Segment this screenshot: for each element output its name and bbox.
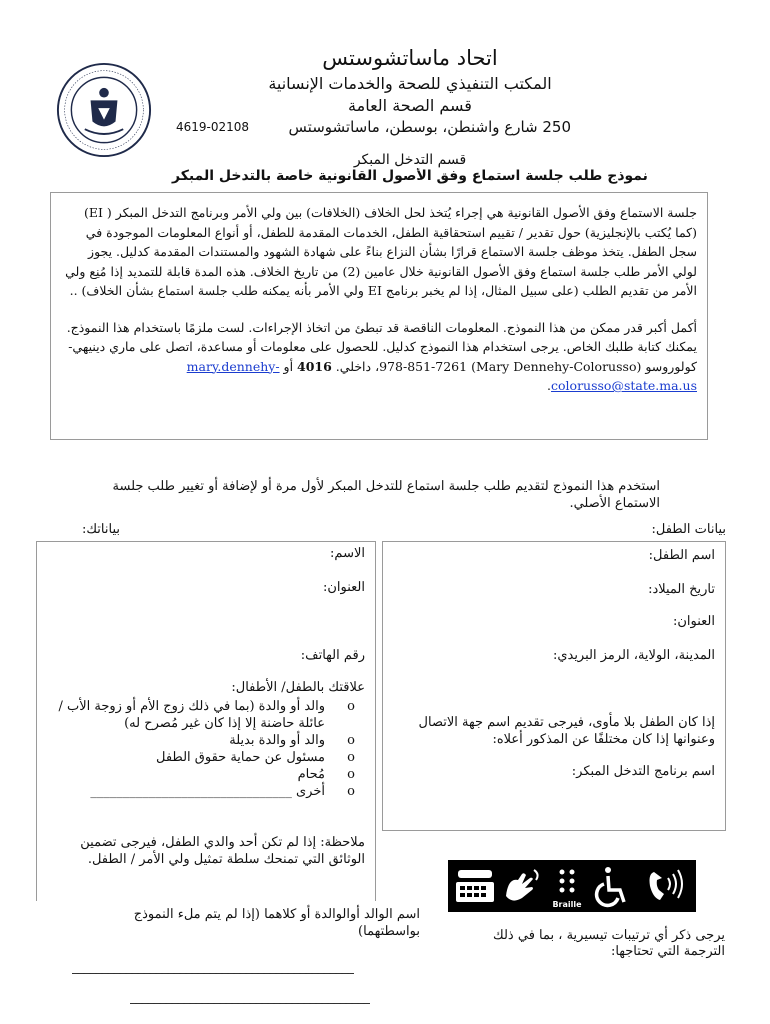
parent-name-field[interactable]: الاسم: xyxy=(330,546,365,561)
relationship-label: علاقتك بالطفل/ الأطفال: xyxy=(231,680,365,695)
accommodation-note: يرجى ذكر أي ترتيبات تيسيرية ، بما في ذلك الترجمة التي تحتاجها: xyxy=(493,928,725,959)
child-section-heading: بيانات الطفل: xyxy=(651,522,726,537)
parent-section-heading: بياناتك: xyxy=(81,522,120,537)
extension-number: 4016 xyxy=(297,358,332,374)
relationship-options xyxy=(47,698,355,800)
braille-icon xyxy=(560,870,575,893)
accessibility-icons xyxy=(448,860,696,912)
intro-box xyxy=(50,192,708,440)
usage-instruction: استخدم هذا النموذج لتقديم طلب جلسة استماع للتدخل المبكر لأول مرة أو لإضافة أو تغيير طلب جلسة الاستماع الأصلي. xyxy=(112,479,660,511)
zip-code: 4619-02108 xyxy=(176,120,250,134)
child-dob-field[interactable]: تاريخ الميلاد: xyxy=(648,582,715,597)
division-name: قسم التدخل المبكر xyxy=(353,152,467,168)
child-address-field[interactable]: العنوان: xyxy=(672,614,715,629)
child-city-field[interactable]: المدينة، الولاية، الرمز البريدي: xyxy=(552,648,715,663)
ei-program-field[interactable]: اسم برنامج التدخل المبكر: xyxy=(571,764,715,779)
seal-icon xyxy=(56,62,152,158)
form-title: نموذج طلب جلسة استماع وفق الأصول القانونية خاصة بالتدخل المبكر xyxy=(172,168,648,184)
relationship-option[interactable]: o مسئول عن حماية حقوق الطفل xyxy=(156,750,355,765)
relationship-option[interactable]: o أخرى _______________________________ xyxy=(90,784,355,799)
hearing-phone-icon xyxy=(650,870,683,900)
parent-address-field[interactable]: العنوان: xyxy=(322,580,365,595)
guardian-name-line[interactable]: _______________________________________________ xyxy=(72,960,354,974)
braille-label: Braille xyxy=(552,900,582,909)
contact-email-link[interactable]: mary.dennehy-colorusso@state.ma.us xyxy=(186,358,697,393)
relationship-option[interactable]: o والد أو والدة (بما في ذلك زوج الأم أو زوجة الأب / عائلة حاضنة إلا إذا كان غير مُصرح له) xyxy=(58,699,355,731)
office-name: المكتب التنفيذي للصحة والخدمات الإنسانية xyxy=(268,74,552,93)
relationship-option[interactable]: o والد أو والدة بديلة xyxy=(229,733,355,748)
non-parent-note: ملاحظة: إذا لم تكن أحد والدي الطفل، فيرجى تضمين الوثائق التي تمنحك سلطة تمثيل ولي الأمر / الطفل. xyxy=(80,835,365,867)
child-info-box xyxy=(382,541,726,831)
street-address: 250 شارع واشنطن، بوسطن، ماساتشوستس xyxy=(288,118,571,136)
wheelchair-icon xyxy=(597,867,624,905)
intro-paragraph-1: جلسة الاستماع وفق الأصول القانونية هي إجراء يُتخذ لحل الخلاف (الخلافات) بين ولي الأمر وبرنامج التدخل المبكر ( EI) (كما يُكتب بالإنجليزية) حول تقدير / تقييم استحقاقية الطفل، الخدمات المقدمة للطفل، أو أنواع المعلومات الموجودة في سجل الطفل. يتخذ موظف جلسة الاستماع قرارًا بشأن النزاع بناءً على شهادة الشهود والمستندات المقدمة كدليل. يجوز لولي الأمر طلب جلسة استماع وفق الأصول القانونية خلال عامين (2) من تاريخ الخلاف. هذه المدة قابلة للتمديد إذا مُنِع ولي الأمر من تقديم الطلب (على سبيل المثال، إذا لم يخبر برنامج EI ولي الأمر بأنه يمكنه طلب جلسة استماع بشأن الخلاف) .. xyxy=(65,205,697,298)
org-name: اتحاد ماساتشوستس xyxy=(322,46,498,70)
guardian-name-label: اسم الوالد أوالوالدة أو كلاهما (إذا لم يتم ملء النموذج بواسطتهما) xyxy=(133,907,420,939)
parent-info-box xyxy=(36,541,376,901)
child-name-field[interactable]: اسم الطفل: xyxy=(648,548,715,563)
department-name: قسم الصحة العامة xyxy=(348,96,472,115)
guardian-signature-line[interactable]: ________________________________________ xyxy=(130,990,370,1004)
tty-icon xyxy=(456,870,494,902)
sign-language-icon xyxy=(506,870,538,901)
intro-paragraph-2: أكمل أكبر قدر ممكن من هذا النموذج. المعلومات الناقصة قد تبطئ من اتخاذ الإجراءات. لست ملزمًا باستخدام هذا النموذج. يمكنك كتابة طلبك الخاص. يرجى استخدام هذا النموذج كدليل. للحصول على معلومات أو مساعدة، اتصل على ماري دينيهي- كولوروسو (Mary Dennehy-Colorusso) 978-851-7261، داخلي. 4016 أو mary.dennehy-colorusso@state.ma.us. xyxy=(66,319,697,393)
relationship-option[interactable]: o مُحام xyxy=(297,767,355,782)
homeless-contact-field[interactable]: إذا كان الطفل بلا مأوى، فيرجى تقديم اسم جهة الاتصال وعنوانها إذا كان مختلفًا عن المذكور أعلاه: xyxy=(418,715,715,747)
parent-phone-field[interactable]: رقم الهاتف: xyxy=(300,648,365,663)
